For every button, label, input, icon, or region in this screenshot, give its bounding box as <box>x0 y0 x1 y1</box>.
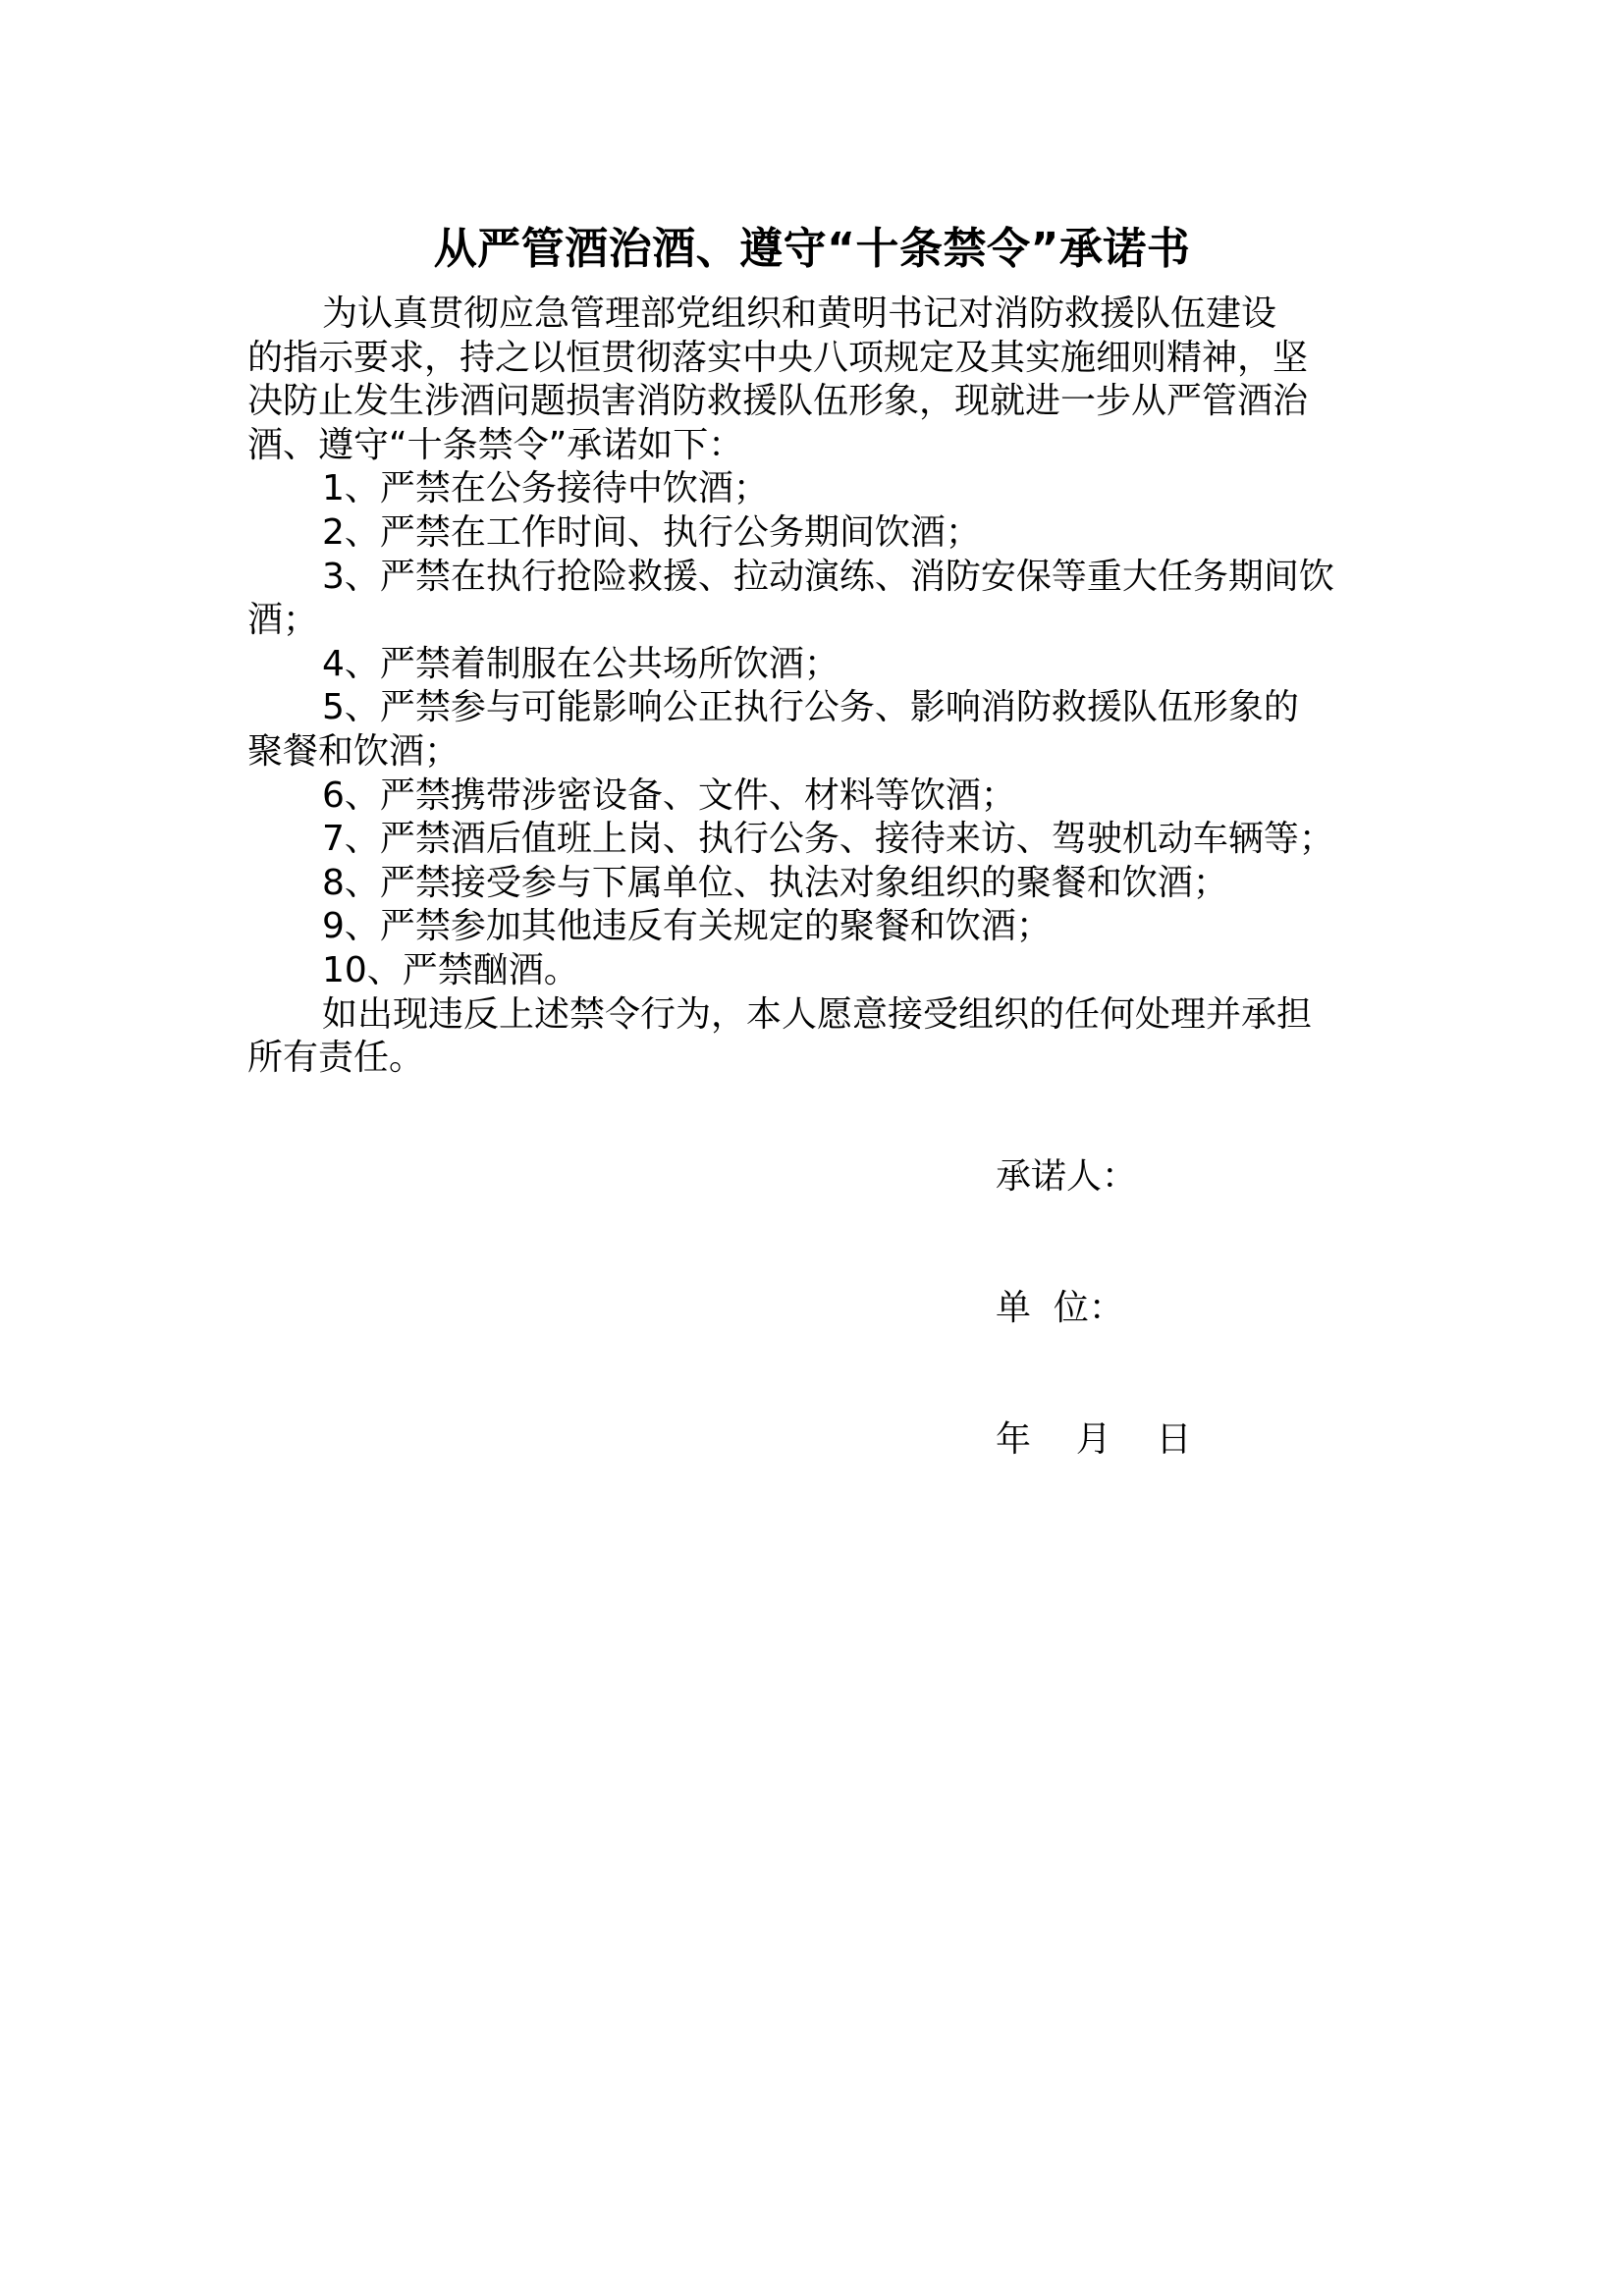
rule-item-6: 6、严禁携带涉密设备、文件、材料等饮酒； <box>322 774 1016 816</box>
rule-item-5: 5、严禁参与可能影响公正执行公务、影响消防救援队伍形象的 <box>322 687 1299 728</box>
rule-item-4: 4、严禁着制服在公共场所饮酒； <box>322 643 839 684</box>
intro-line: 的指示要求，持之以恒贯彻落实中央八项规定及其实施细则精神，坚 <box>247 337 1309 378</box>
rule-item-3-continued: 酒； <box>247 600 319 641</box>
rule-item-3: 3、严禁在执行抢险救援、拉动演练、消防安保等重大任务期间饮 <box>322 556 1334 597</box>
document-title: 从严管酒治酒、遵守“十条禁令”承诺书 <box>433 224 1191 274</box>
rule-item-5-continued: 聚餐和饮酒； <box>247 730 460 772</box>
rule-item-10: 10、严禁酗酒。 <box>322 949 579 990</box>
rule-item-8: 8、严禁接受参与下属单位、执法对象组织的聚餐和饮酒； <box>322 862 1228 903</box>
closing-line: 如出现违反上述禁令行为，本人愿意接受组织的任何处理并承担 <box>322 993 1313 1035</box>
rule-item-9: 9、严禁参加其他违反有关规定的聚餐和饮酒； <box>322 906 1052 947</box>
rule-item-7: 7、严禁酒后值班上岗、执行公务、接待来访、驾驶机动车辆等； <box>322 819 1334 860</box>
signature-block <box>996 1068 1192 1550</box>
rule-item-1: 1、严禁在公务接待中饮酒； <box>322 468 769 509</box>
intro-paragraph <box>247 293 1386 467</box>
intro-line: 决防止发生涉酒问题损害消防救援队伍形象，现就进一步从严管酒治 <box>247 381 1309 422</box>
intro-line: 酒、遵守“十条禁令”承诺如下： <box>247 424 744 465</box>
date-label: 年 月 日 <box>996 1418 1192 1460</box>
rules-list <box>247 467 1386 992</box>
document-body <box>247 293 1386 1081</box>
intro-line: 为认真贯彻应急管理部党组织和黄明书记对消防救援队伍建设 <box>322 294 1277 334</box>
rule-item-2: 2、严禁在工作时间、执行公务期间饮酒； <box>322 511 981 553</box>
closing-line: 所有责任。 <box>247 1038 425 1079</box>
promisor-label: 承诺人： <box>996 1156 1138 1198</box>
closing-paragraph <box>247 993 1386 1081</box>
unit-label: 单 位： <box>996 1287 1124 1328</box>
